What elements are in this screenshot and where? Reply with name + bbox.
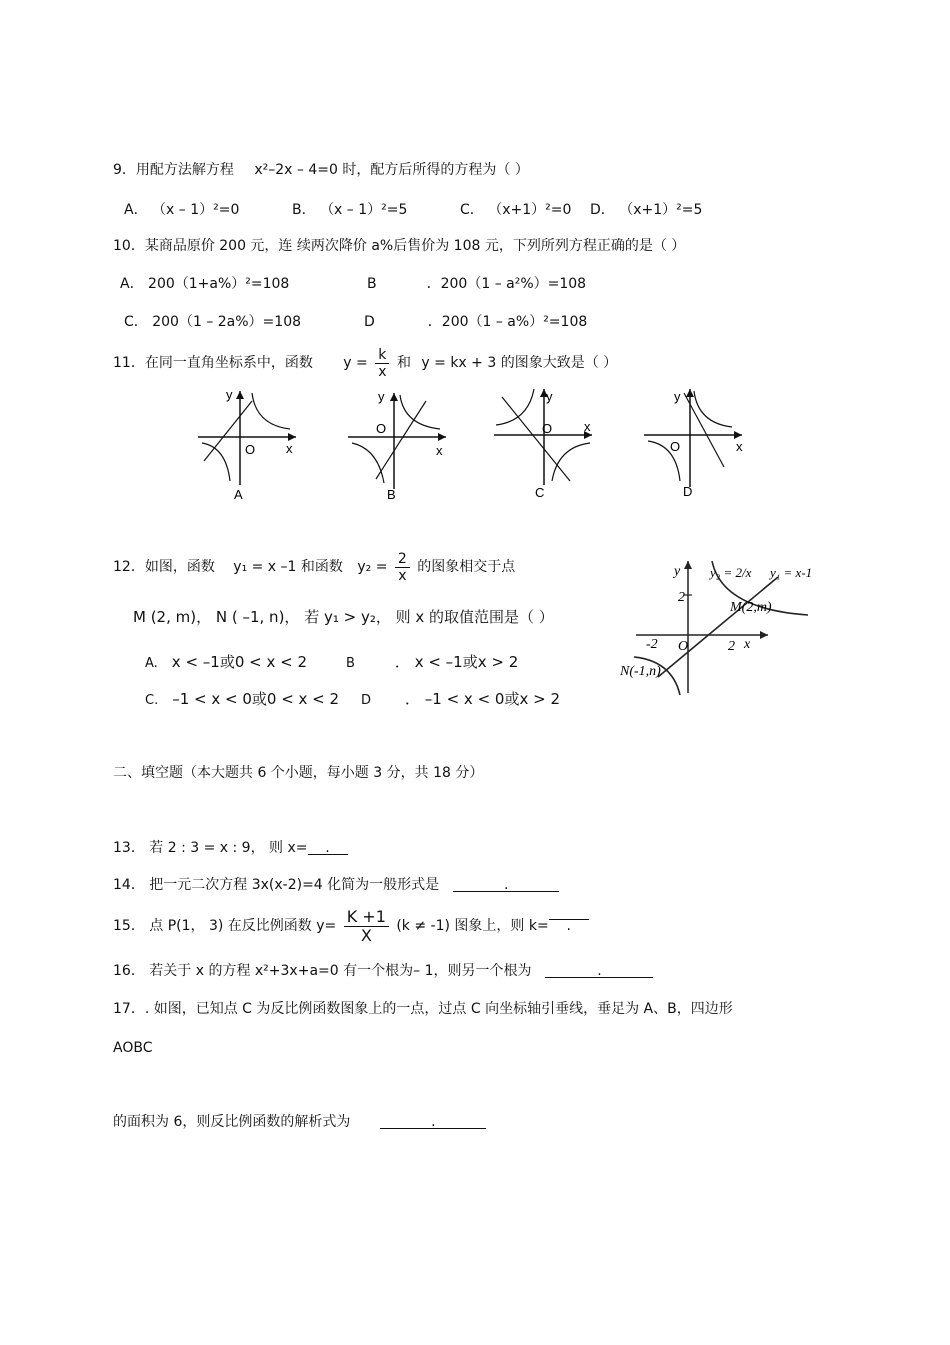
x-label: x bbox=[736, 439, 743, 454]
q12-stem-pre: 12．如图，函数 bbox=[113, 559, 215, 575]
q11-graph-b bbox=[342, 385, 452, 505]
graph-label-c: C bbox=[535, 485, 545, 500]
origin-label: O bbox=[670, 439, 681, 454]
q11-func1-fraction: $\frac{k}{x}$ bbox=[375, 348, 389, 379]
graph-label-d: D bbox=[683, 484, 693, 499]
q12-and: 和函数 bbox=[300, 559, 343, 575]
q16-answer-blank[interactable]: . bbox=[545, 964, 653, 978]
y1-label: y₁ = x-1 bbox=[770, 565, 813, 580]
tick-neg2: -2 bbox=[646, 637, 658, 652]
x-axis-arrow-icon bbox=[734, 431, 742, 439]
q12-option-b: B ． x < –1或x > 2 bbox=[346, 653, 519, 671]
graph-label-a: A bbox=[234, 487, 243, 502]
q11-func2: y = kx + 3 bbox=[421, 355, 497, 371]
q10-option-a: A． 200（1+a%）²=108 bbox=[120, 276, 290, 292]
q17-answer-blank[interactable]: . bbox=[380, 1115, 486, 1129]
q12-y1: y₁ = x –1 bbox=[233, 559, 297, 575]
q9-equation: x²–2x – 4=0 bbox=[254, 162, 338, 178]
q12-figure bbox=[618, 555, 848, 700]
q9-stem bbox=[113, 163, 529, 177]
q12-option-d: D ． –1 < x < 0或x > 2 bbox=[361, 690, 560, 708]
q12-stem-post: 的图象相交于点 bbox=[417, 559, 516, 575]
section-2-title: 二、填空题（本大题共 6 个小题，每小题 3 分，共 18 分） bbox=[113, 765, 484, 781]
point-n-label: N(-1,n) bbox=[620, 664, 661, 679]
q9-option-a: A． （x – 1）²=0 bbox=[124, 202, 240, 218]
q9-stem-pre: 9．用配方法解方程 bbox=[113, 162, 234, 178]
graph-label-b: B bbox=[387, 487, 396, 502]
hyperbola-branch bbox=[496, 389, 534, 425]
q17-line2: AOBC bbox=[113, 1040, 153, 1056]
q10-option-b: B ．200（1 – a²%）=108 bbox=[367, 276, 587, 292]
hyperbola-branch bbox=[400, 395, 440, 429]
q10-stem: 10．某商品原价 200 元，连 续两次降价 a%后售价为 108 元，下列所列方程正确的是（ ） bbox=[113, 238, 686, 254]
q16: 16． 若关于 x 的方程 x²+3x+a=0 有一个根为– 1，则另一个根为 . bbox=[113, 964, 653, 978]
tick-2-x: 2 bbox=[728, 639, 735, 654]
q13: 13． 若 2 : 3 = x : 9， 则 x= . bbox=[113, 841, 348, 855]
q12-line2: M (2, m)， N ( –1, n)， 若 y₁ > y₂， 则 x 的取值范围是（ ） bbox=[133, 608, 554, 626]
q11-stem-pre: 11．在同一直角坐标系中，函数 bbox=[113, 355, 313, 371]
q12-y2-fraction: $\frac{2}{x}$ bbox=[395, 552, 410, 583]
hyperbola-branch bbox=[202, 443, 230, 481]
q12-y2-lhs: y₂ = bbox=[357, 559, 388, 575]
q9-option-b: B． （x – 1）²=5 bbox=[292, 202, 408, 218]
y-label: y bbox=[674, 389, 681, 404]
q11-func1-lhs: y = bbox=[343, 355, 368, 371]
q9-option-c: C． （x+1）²=0 bbox=[460, 202, 572, 218]
q13-answer-blank[interactable]: . bbox=[308, 841, 348, 855]
hyperbola-branch bbox=[552, 443, 590, 481]
q14-answer-blank[interactable]: . bbox=[453, 878, 559, 892]
origin-label: O bbox=[542, 421, 553, 436]
hyperbola-branch bbox=[252, 393, 290, 429]
q12-option-c: C. –1 < x < 0或0 < x < 2 bbox=[145, 690, 340, 708]
x-label: x bbox=[584, 419, 591, 434]
q9-option-d: D． （x+1）²=5 bbox=[590, 202, 703, 218]
tick-2-y: 2 bbox=[678, 590, 685, 605]
y-label: y bbox=[674, 564, 681, 579]
point-m-label: M(2,m) bbox=[730, 600, 772, 615]
q15: 15． 点 P(1， 3) 在反比例函数 y= $\frac{K +1}{X}$ (k ≠ -1) 图象上，则 k= . bbox=[113, 906, 589, 950]
y-label: y bbox=[226, 387, 233, 402]
origin-label: O bbox=[678, 639, 689, 654]
hyperbola-branch bbox=[352, 443, 384, 483]
x-axis-arrow-icon bbox=[438, 433, 446, 441]
y-label: y bbox=[378, 389, 385, 404]
x-axis-arrow-icon bbox=[288, 433, 296, 441]
y-axis-arrow-icon bbox=[236, 391, 244, 399]
origin-label: O bbox=[245, 442, 256, 457]
q12-option-a: A. x < –1或0 < x < 2 bbox=[145, 653, 307, 671]
q11-and: 和 bbox=[396, 355, 411, 371]
q15-answer-blank[interactable]: . bbox=[549, 906, 589, 920]
origin-label: O bbox=[376, 421, 387, 436]
x-label: x bbox=[744, 637, 751, 652]
q11-graph-a bbox=[190, 385, 300, 505]
x-label: x bbox=[286, 441, 293, 456]
q11-graph-c bbox=[488, 385, 598, 505]
q17-line1: 17．. 如图，已知点 C 为反比例函数图象上的一点，过点 C 向坐标轴引垂线，垂足为 A、B，四边形 bbox=[113, 1001, 733, 1017]
y-axis-arrow-icon bbox=[686, 389, 694, 397]
y-label: y bbox=[546, 389, 553, 404]
q9-stem-post: 时，配方后所得的方程为（ ） bbox=[342, 162, 529, 178]
q12-stem bbox=[113, 550, 515, 586]
line-graph bbox=[502, 397, 570, 481]
q11-graph-d bbox=[640, 385, 750, 505]
y2-label: y₂ = 2/x bbox=[710, 565, 752, 580]
q10-option-d: D ．200（1 – a%）²=108 bbox=[364, 314, 588, 330]
q11-stem-post: 的图象大致是（ ） bbox=[500, 355, 618, 371]
q11-stem bbox=[113, 346, 617, 382]
y-axis-arrow-icon bbox=[684, 561, 692, 569]
x-label: x bbox=[436, 443, 443, 458]
line-graph bbox=[376, 401, 426, 479]
q15-fraction: $\frac{K +1}{X}$ bbox=[344, 909, 389, 944]
line-y1 bbox=[658, 577, 778, 677]
x-axis-arrow-icon bbox=[760, 631, 768, 639]
q10-option-c: C． 200（1 – 2a%）=108 bbox=[124, 314, 302, 330]
y-axis-arrow-icon bbox=[390, 393, 398, 401]
q14: 14． 把一元二次方程 3x(x-2)=4 化简为一般形式是 . bbox=[113, 878, 559, 892]
q17-line3: 的面积为 6，则反比例函数的解析式为 . bbox=[113, 1115, 486, 1129]
